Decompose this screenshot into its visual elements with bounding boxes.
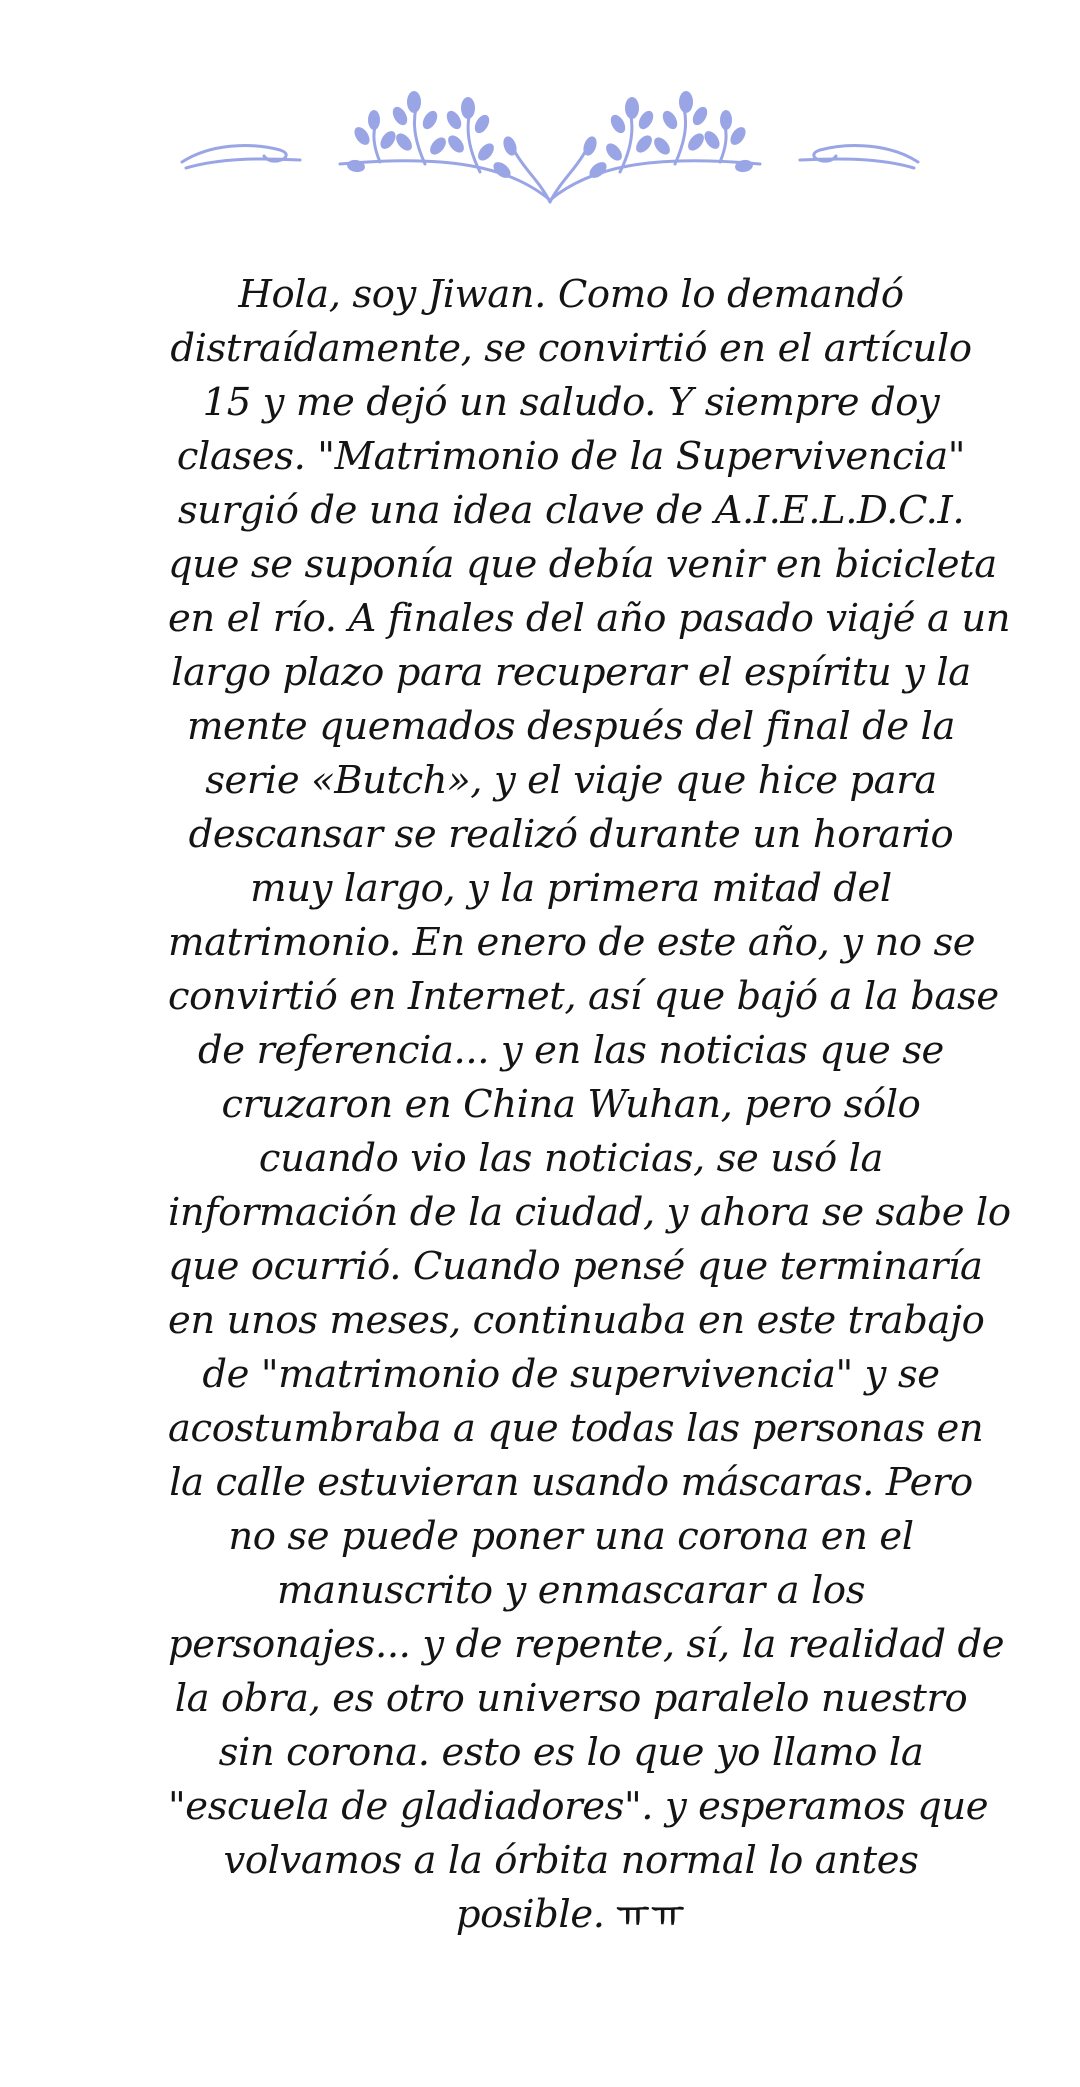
note-line: 15 y me dejó un saludo. Y siempre doy — [202, 380, 940, 425]
note-line: acostumbraba a que todas las personas en — [168, 1406, 984, 1451]
note-line: sin corona. esto es lo que yo llamo la — [218, 1730, 924, 1775]
note-line: surgió de una idea clave de A.I.E.L.D.C.I. — [177, 488, 965, 533]
author-note — [168, 268, 1011, 1943]
note-line: que ocurrió. Cuando pensé que terminaría — [168, 1244, 983, 1289]
note-line: posible. — [455, 1892, 605, 1937]
note-line: serie «Butch», y el viaje que hice para — [205, 758, 937, 803]
note-line: Hola, soy Jiwan. Como lo demandó — [238, 272, 904, 317]
note-line: información de la ciudad, y ahora se sabe lo — [168, 1190, 1011, 1235]
note-line: matrimonio. En enero de este año, y no se — [168, 920, 976, 965]
note-line: la calle estuvieran usando máscaras. Pero — [169, 1460, 973, 1505]
note-line: largo plazo para recuperar el espíritu y la — [171, 650, 971, 695]
note-line: descansar se realizó durante un horario — [188, 812, 954, 857]
note-line: no se puede poner una corona en el — [228, 1514, 914, 1559]
note-line: en el río. A finales del año pasado viajé a un — [168, 596, 1011, 641]
note-line: cuando vio las noticias, se usó la — [258, 1136, 884, 1181]
note-line: de referencia... y en las noticias que se — [198, 1028, 944, 1073]
note-line: "escuela de gladiadores". y esperamos que — [168, 1784, 989, 1829]
laurel-vine-ornament-icon — [180, 72, 920, 212]
note-line: manuscrito y enmascarar a los — [276, 1568, 866, 1613]
note-line: convirtió en Internet, así que bajó a la base — [168, 974, 999, 1019]
note-line: la obra, es otro universo paralelo nuestro — [174, 1676, 968, 1721]
note-line: clases. "Matrimonio de la Supervivencia" — [176, 434, 966, 479]
note-line: volvamos a la órbita normal lo antes — [223, 1838, 919, 1883]
note-last-line — [168, 1888, 974, 1943]
note-line: distraídamente, se convirtió en el artículo — [170, 326, 972, 371]
note-line: mente quemados después del final de la — [186, 704, 956, 749]
note-line: cruzaron en China Wuhan, pero sólo — [221, 1082, 921, 1127]
note-line: de "matrimonio de supervivencia" y se — [202, 1352, 940, 1397]
note-line: que se suponía que debía venir en bicicleta — [168, 542, 997, 587]
note-line: en unos meses, continuaba en este trabajo — [168, 1298, 985, 1343]
crying-emoticon: ㅠㅠ — [616, 1896, 687, 1936]
note-line: muy largo, y la primera mitad del — [250, 866, 892, 911]
note-line: personajes... y de repente, sí, la realidad de — [168, 1622, 1005, 1667]
